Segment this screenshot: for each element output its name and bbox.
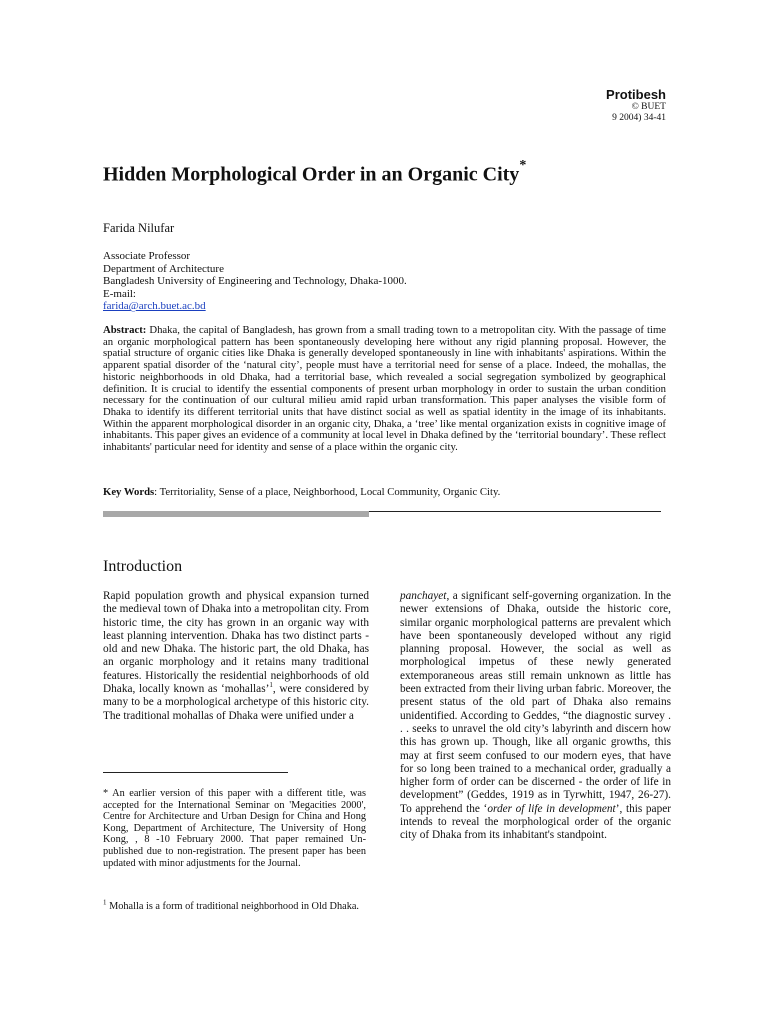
author-affiliation	[103, 250, 407, 313]
paper-title-text: Hidden Morphological Order in an Organic City	[103, 163, 520, 186]
keywords	[103, 486, 500, 498]
footnote-1	[103, 898, 366, 913]
introduction-heading: Introduction	[103, 558, 183, 575]
keywords-label: Key Words	[103, 486, 155, 498]
footnote-star: * An earlier version of this paper with a different title, was accepted for the International Seminar on 'Megacities 2000', Centre for Architecture and Urban Design for China and Hong Kong, Department of Architecture, The University of Hong Kong, , 8 -10 February 2000. That paper remained Un-published due to non-registration. The present paper has been updated with minor adjustments for the Journal.	[103, 788, 366, 869]
author-university: Bangladesh University of Engineering and Technology, Dhaka-1000.	[103, 275, 407, 288]
email-label: E-mail:	[103, 287, 136, 300]
section-divider-thick	[103, 511, 369, 517]
journal-copyright: © BUET	[631, 102, 666, 112]
journal-header	[606, 87, 666, 124]
footnote-1-text: Mohalla is a form of traditional neighborhood in Old Dhaka.	[106, 901, 360, 912]
email-link[interactable]: farida@arch.buet.ac.bd	[103, 300, 206, 313]
intro-left-text-1: Rapid population growth and physical expansion turned the medieval town of Dhaka into a metropolitan city. From historic time, the city has grown in an organic way with least planning intervention. Dhaka has two distinct parts - old and new Dhaka. The historic part, the old Dhaka, has an organic morphology and it retains many traditional features. Historically the residential neighborhoods of old Dhaka, locally known as ‘mohallas’	[103, 590, 369, 696]
title-footnote-mark: *	[519, 158, 527, 173]
abstract	[103, 325, 666, 454]
introduction-right-column	[400, 590, 671, 843]
journal-volume: 9 2004) 34-41	[612, 113, 666, 123]
introduction-left-column	[103, 590, 369, 723]
author-name: Farida Nilufar	[103, 221, 175, 235]
abstract-text: Dhaka, the capital of Bangladesh, has grown from a small trading town to a metropolitan city. With the passage of time an organic morphological pattern has been spontaneously developing here without any rigid planning proposal. However, the spatial structure of organic cities like Dhaka is generally developed spontaneously in line with inhabitants' aspirations. Within the apparent spatial disorder of the ‘natural city’, people must have a territorial need for sense of a place. Indeed, the mohallas, the historic neighborhoods in old Dhaka, had a territorial base, which revealed a social segregation symbolized by geographical definition. It is crucial to identify the essential components of present urban morphology in order to sustain the urban condition necessary for the continuation of our cultural milieu amid rapid urban transformation. This paper analyses the visible form of Dhaka to identify its different territorial units that have distinct social as well as spatial identity in the image of its inhabitants. Within the apparent morphological disorder in an organic city, Dhaka, a ‘tree’ like mental organization exists in cognitive image of inhabitants. This paper gives an evidence of a community at local level in Dhaka defined by the ‘territorial boundary’. These reflect inhabitants' particular need for identity and sense of a place within the organic city.	[103, 324, 666, 454]
abstract-label: Abstract:	[103, 324, 147, 336]
author-department: Department of Architecture	[103, 262, 224, 275]
journal-title: Protibesh	[606, 87, 666, 102]
intro-right-italic-1: panchayet	[400, 590, 447, 602]
footnote-1-mark: 1	[103, 898, 107, 907]
intro-left-text-2: , were considered by many to be a morphological archetype of this historic city. The traditional mohallas of Dhaka were unified under a	[103, 683, 369, 722]
footnote-ref-1: 1	[269, 681, 273, 690]
intro-right-italic-2: order of life in development	[487, 802, 616, 815]
footnote-divider	[103, 772, 288, 773]
intro-right-text-1: , a significant self-governing organization. In the newer extensions of Dhaka, outside the historic core, similar organic morphological patterns are prevalent which have been spontaneously developed without any rigid planning proposal. However, the social as well as morphological impetus of these newly generated extemporaneous areas still remain unknown as little has been extracted from their living urban fabric. Moreover, the present status of the old part of Dhaka also remains unidentified. According to Geddes, “the diagnostic survey . . . seeks to unravel the old city’s labyrinth and discern how this has grown up. Though, like all organic growths, this may at first seem confused to our modern eyes, that have for so long been trained to a mechanical order, gradually a higher form of order can be discerned - the order of life in development” (Geddes, 1919 as in Tyrwhitt, 1947, 26-27). To apprehend the ‘	[400, 590, 671, 815]
author-email-line	[103, 288, 407, 313]
intro-right-text-2: ’, this paper intends to reveal the morphological order of the organic city of Dhaka from its inhabitant's standpoint.	[400, 802, 671, 842]
author-position: Associate Professor	[103, 250, 191, 262]
section-divider-thin	[369, 511, 661, 512]
paper-title	[103, 158, 527, 187]
keywords-text: : Territoriality, Sense of a place, Neighborhood, Local Community, Organic City.	[154, 486, 501, 498]
